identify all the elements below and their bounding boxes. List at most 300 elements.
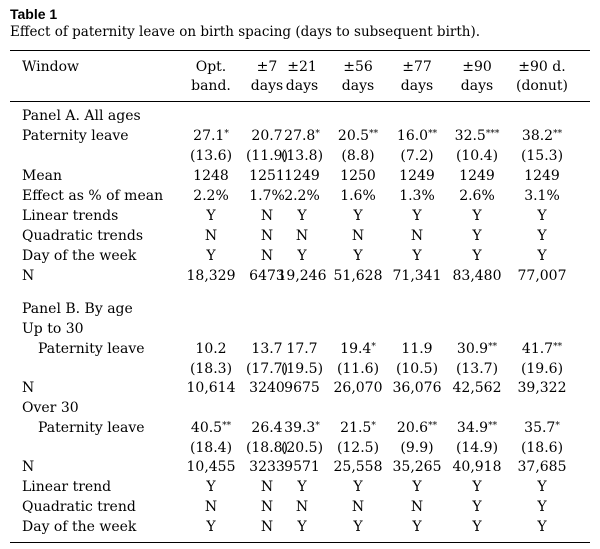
row-label: Day of the week bbox=[22, 248, 137, 264]
header-line-2: days bbox=[400, 78, 434, 94]
cell-value: (13.7) bbox=[455, 361, 499, 377]
table-cell bbox=[511, 146, 573, 166]
table-cell bbox=[386, 339, 448, 359]
cell-value: 71,341 bbox=[392, 268, 442, 284]
cell-value: N bbox=[260, 248, 274, 264]
table-cell bbox=[327, 517, 389, 537]
table-cell bbox=[446, 266, 508, 286]
table-cell bbox=[327, 186, 389, 206]
table-cell bbox=[511, 359, 573, 379]
cell-value: 35.7 bbox=[524, 420, 556, 436]
table-cell bbox=[446, 477, 508, 497]
table-cell bbox=[446, 418, 508, 438]
cell-value: 21.5 bbox=[340, 420, 372, 436]
cell-value: 42,562 bbox=[452, 380, 502, 396]
cell-value: 1251 bbox=[249, 168, 285, 184]
cell-value: N bbox=[260, 499, 274, 515]
table-cell bbox=[327, 418, 389, 438]
table-row bbox=[0, 457, 600, 477]
cell-value: 1.7% bbox=[249, 188, 285, 204]
table-cell bbox=[446, 378, 508, 398]
significance-stars: ** bbox=[369, 129, 379, 139]
cell-value: N bbox=[351, 499, 365, 515]
cell-value: Y bbox=[297, 479, 307, 495]
table-cell bbox=[180, 126, 242, 146]
table-cell bbox=[511, 246, 573, 266]
table-cell bbox=[180, 226, 242, 246]
table-cell bbox=[327, 166, 389, 186]
cell-value: 32.5 bbox=[454, 128, 486, 144]
table-cell bbox=[327, 497, 389, 517]
table-cell bbox=[271, 418, 333, 438]
table-cell bbox=[180, 378, 242, 398]
row-label: Paternity leave bbox=[22, 128, 129, 144]
table-cell bbox=[180, 146, 242, 166]
cell-value: 10.2 bbox=[195, 341, 227, 357]
cell-value: 1249 bbox=[284, 168, 320, 184]
cell-value: N bbox=[295, 228, 309, 244]
cell-value: 77,007 bbox=[517, 268, 567, 284]
table-cell bbox=[180, 166, 242, 186]
table-cell bbox=[271, 226, 333, 246]
table-cell bbox=[511, 166, 573, 186]
cell-value: N bbox=[204, 499, 218, 515]
table-cell bbox=[386, 497, 448, 517]
cell-value: (8.8) bbox=[341, 148, 375, 164]
table-row bbox=[0, 246, 600, 266]
cell-value: Y bbox=[206, 208, 216, 224]
cell-value: 1.6% bbox=[340, 188, 376, 204]
table-cell bbox=[446, 438, 508, 458]
table-cell bbox=[271, 497, 333, 517]
row-label: Linear trends bbox=[22, 208, 119, 224]
table-cell bbox=[327, 226, 389, 246]
table-subtitle: Effect of paternity leave on birth spacing (days to subsequent birth). bbox=[10, 24, 481, 40]
table-row bbox=[0, 226, 600, 246]
table-cell bbox=[327, 146, 389, 166]
significance-stars: ** bbox=[488, 342, 498, 352]
cell-value: N bbox=[260, 479, 274, 495]
table-cell bbox=[446, 517, 508, 537]
significance-stars: ** bbox=[488, 421, 498, 431]
cell-value: Y bbox=[297, 248, 307, 264]
cell-value: (19.6) bbox=[520, 361, 564, 377]
cell-value: (17.7) bbox=[245, 361, 289, 377]
header-col-4 bbox=[327, 58, 389, 96]
cell-value: Y bbox=[472, 208, 482, 224]
cell-value: 40,918 bbox=[452, 459, 502, 475]
table-row bbox=[0, 266, 600, 286]
table-cell bbox=[386, 226, 448, 246]
table-cell bbox=[511, 206, 573, 226]
cell-value: (18.3) bbox=[189, 361, 233, 377]
cell-value: 3.1% bbox=[524, 188, 560, 204]
table-row bbox=[0, 126, 600, 146]
table-cell bbox=[327, 339, 389, 359]
significance-stars: * bbox=[555, 421, 560, 431]
cell-value: 36,076 bbox=[392, 380, 442, 396]
cell-value: (13.8) bbox=[280, 148, 324, 164]
table-cell bbox=[327, 457, 389, 477]
significance-stars: * bbox=[315, 129, 320, 139]
significance-stars: * bbox=[224, 129, 229, 139]
table-cell bbox=[386, 418, 448, 438]
row-label: N bbox=[22, 459, 35, 475]
header-line-2: days bbox=[341, 78, 375, 94]
row-label: Panel B. By age bbox=[22, 301, 133, 317]
significance-stars: * bbox=[371, 421, 376, 431]
table-cell bbox=[446, 126, 508, 146]
cell-value: Y bbox=[472, 248, 482, 264]
table-cell bbox=[271, 438, 333, 458]
table-cell bbox=[446, 186, 508, 206]
cell-value: 40.5 bbox=[190, 420, 223, 436]
cell-value: 20.7 bbox=[251, 128, 283, 144]
cell-value: (19.5) bbox=[280, 361, 324, 377]
cell-value: 1.3% bbox=[399, 188, 435, 204]
table-cell bbox=[327, 438, 389, 458]
table-cell bbox=[511, 517, 573, 537]
table-row bbox=[0, 299, 600, 319]
cell-value: 19,246 bbox=[277, 268, 327, 284]
header-col-3 bbox=[271, 58, 333, 96]
cell-value: Y bbox=[472, 228, 482, 244]
cell-value: 30.9 bbox=[456, 341, 489, 357]
table-cell bbox=[386, 378, 448, 398]
table-cell bbox=[446, 359, 508, 379]
cell-value: Y bbox=[206, 519, 216, 535]
cell-value: 27.1 bbox=[193, 128, 225, 144]
table-row bbox=[0, 186, 600, 206]
table-cell bbox=[271, 378, 333, 398]
table-row bbox=[0, 497, 600, 517]
table-cell bbox=[446, 246, 508, 266]
header-line-2: band. bbox=[191, 78, 231, 94]
cell-value: (9.9) bbox=[400, 440, 434, 456]
header-rule bbox=[10, 101, 590, 102]
header-line-1: ±77 bbox=[402, 59, 432, 75]
cell-value: (10.5) bbox=[395, 361, 439, 377]
row-label: N bbox=[22, 268, 35, 284]
cell-value: (10.4) bbox=[455, 148, 499, 164]
table-cell bbox=[271, 146, 333, 166]
cell-value: N bbox=[260, 208, 274, 224]
table-cell bbox=[180, 517, 242, 537]
cell-value: N bbox=[410, 499, 424, 515]
cell-value: 2.2% bbox=[193, 188, 229, 204]
table-row bbox=[0, 319, 600, 339]
header-line-2: days bbox=[250, 78, 284, 94]
cell-value: N bbox=[410, 228, 424, 244]
cell-value: 34.9 bbox=[456, 420, 489, 436]
cell-value: (18.8) bbox=[245, 440, 289, 456]
table-cell bbox=[511, 126, 573, 146]
table-row bbox=[0, 398, 600, 418]
row-label: Quadratic trend bbox=[22, 499, 136, 515]
header-line-1: ±90 bbox=[462, 59, 492, 75]
table-row bbox=[0, 378, 600, 398]
table-cell bbox=[511, 378, 573, 398]
row-label: Quadratic trends bbox=[22, 228, 144, 244]
table-cell bbox=[271, 266, 333, 286]
cell-value: 20.5 bbox=[337, 128, 370, 144]
header-col-1 bbox=[180, 58, 242, 96]
significance-stars: ** bbox=[553, 342, 563, 352]
header-line-2: days bbox=[285, 78, 319, 94]
header-line-2: (donut) bbox=[516, 78, 568, 94]
cell-value: Y bbox=[412, 519, 422, 535]
cell-value: N bbox=[260, 228, 274, 244]
cell-value: Y bbox=[353, 248, 363, 264]
cell-value: 35,265 bbox=[392, 459, 442, 475]
table-cell bbox=[327, 359, 389, 379]
cell-value: 51,628 bbox=[333, 268, 383, 284]
table-cell bbox=[180, 266, 242, 286]
table-cell bbox=[180, 246, 242, 266]
cell-value: 20.6 bbox=[396, 420, 429, 436]
table-cell bbox=[446, 457, 508, 477]
cell-value: 13.7 bbox=[251, 341, 283, 357]
table-cell bbox=[386, 246, 448, 266]
cell-value: (11.6) bbox=[336, 361, 380, 377]
table-cell bbox=[271, 339, 333, 359]
table-row bbox=[0, 339, 600, 359]
cell-value: Y bbox=[537, 228, 547, 244]
cell-value: 9571 bbox=[284, 459, 320, 475]
table-cell bbox=[271, 186, 333, 206]
cell-value: 11.9 bbox=[401, 341, 433, 357]
cell-value: (7.2) bbox=[400, 148, 434, 164]
significance-stars: ** bbox=[428, 421, 438, 431]
header-window bbox=[22, 58, 142, 77]
cell-value: 6473 bbox=[249, 268, 285, 284]
table-cell bbox=[271, 246, 333, 266]
cell-value: 39.3 bbox=[284, 420, 316, 436]
table-cell bbox=[271, 359, 333, 379]
cell-value: 39,322 bbox=[517, 380, 567, 396]
cell-value: Y bbox=[297, 519, 307, 535]
row-label: Panel A. All ages bbox=[22, 108, 141, 124]
cell-value: Y bbox=[472, 479, 482, 495]
cell-value: (20.5) bbox=[280, 440, 324, 456]
table-cell bbox=[180, 438, 242, 458]
cell-value: Y bbox=[412, 248, 422, 264]
cell-value: Y bbox=[412, 479, 422, 495]
table-cell bbox=[386, 146, 448, 166]
table-cell bbox=[180, 457, 242, 477]
header-line-1: Window bbox=[22, 59, 80, 75]
cell-value: 1248 bbox=[193, 168, 229, 184]
table-cell bbox=[271, 457, 333, 477]
cell-value: 3240 bbox=[249, 380, 285, 396]
table-row bbox=[0, 166, 600, 186]
table-cell bbox=[180, 186, 242, 206]
cell-value: 83,480 bbox=[452, 268, 502, 284]
table-row bbox=[0, 206, 600, 226]
table-row bbox=[0, 477, 600, 497]
cell-value: 19.4 bbox=[340, 341, 372, 357]
table-cell bbox=[511, 477, 573, 497]
cell-value: 38.2 bbox=[521, 128, 554, 144]
cell-value: Y bbox=[537, 499, 547, 515]
header-col-5 bbox=[386, 58, 448, 96]
table-cell bbox=[386, 206, 448, 226]
row-label: Effect as % of mean bbox=[22, 188, 164, 204]
header-col-6 bbox=[446, 58, 508, 96]
cell-value: (18.4) bbox=[189, 440, 233, 456]
table-cell bbox=[180, 206, 242, 226]
table-cell bbox=[327, 477, 389, 497]
significance-stars: * bbox=[371, 342, 376, 352]
table-cell bbox=[511, 186, 573, 206]
cell-value: (14.9) bbox=[455, 440, 499, 456]
table-cell bbox=[180, 359, 242, 379]
cell-value: N bbox=[204, 228, 218, 244]
table-cell bbox=[180, 339, 242, 359]
cell-value: 9675 bbox=[284, 380, 320, 396]
header-line-1: ±7 bbox=[256, 59, 278, 75]
table-cell bbox=[327, 378, 389, 398]
cell-value: Y bbox=[206, 248, 216, 264]
table-cell bbox=[446, 146, 508, 166]
table-cell bbox=[511, 497, 573, 517]
significance-stars: ** bbox=[222, 421, 232, 431]
cell-value: (18.6) bbox=[520, 440, 564, 456]
cell-value: (13.6) bbox=[189, 148, 233, 164]
cell-value: Y bbox=[353, 519, 363, 535]
cell-value: 17.7 bbox=[286, 341, 318, 357]
cell-value: 2.6% bbox=[459, 188, 495, 204]
cell-value: Y bbox=[412, 208, 422, 224]
row-label: Paternity leave bbox=[38, 420, 145, 436]
cell-value: (11.9) bbox=[245, 148, 289, 164]
header-line-1: ±90 d. bbox=[518, 59, 566, 75]
cell-value: 16.0 bbox=[396, 128, 429, 144]
table-cell bbox=[386, 457, 448, 477]
header-line-1: ±56 bbox=[343, 59, 373, 75]
table-cell bbox=[180, 497, 242, 517]
cell-value: Y bbox=[537, 248, 547, 264]
cell-value: 1249 bbox=[399, 168, 435, 184]
table-cell bbox=[327, 126, 389, 146]
cell-value: (15.3) bbox=[520, 148, 564, 164]
row-label: Over 30 bbox=[22, 400, 79, 416]
table-row bbox=[0, 106, 600, 126]
table-cell bbox=[511, 339, 573, 359]
significance-stars: *** bbox=[485, 129, 500, 139]
table-row bbox=[0, 438, 600, 458]
table-row bbox=[0, 517, 600, 537]
table-row bbox=[0, 359, 600, 379]
cell-value: 10,455 bbox=[186, 459, 236, 475]
cell-value: Y bbox=[297, 208, 307, 224]
table-cell bbox=[386, 517, 448, 537]
cell-value: Y bbox=[537, 479, 547, 495]
cell-value: 10,614 bbox=[186, 380, 236, 396]
row-label: Day of the week bbox=[22, 519, 137, 535]
top-rule bbox=[10, 50, 590, 51]
table-cell bbox=[271, 517, 333, 537]
cell-value: N bbox=[351, 228, 365, 244]
cell-value: 26,070 bbox=[333, 380, 383, 396]
table-title: Table 1 bbox=[10, 6, 58, 22]
table-cell bbox=[386, 266, 448, 286]
table-cell bbox=[327, 246, 389, 266]
table-cell bbox=[511, 457, 573, 477]
table-cell bbox=[446, 339, 508, 359]
table-cell bbox=[446, 166, 508, 186]
cell-value: 41.7 bbox=[521, 341, 554, 357]
table-cell bbox=[386, 186, 448, 206]
cell-value: 25,558 bbox=[333, 459, 383, 475]
table-cell bbox=[511, 226, 573, 246]
table-cell bbox=[271, 477, 333, 497]
table-row bbox=[0, 418, 600, 438]
cell-value: Y bbox=[353, 208, 363, 224]
cell-value: (12.5) bbox=[336, 440, 380, 456]
significance-stars: ** bbox=[553, 129, 563, 139]
table-cell bbox=[511, 438, 573, 458]
cell-value: Y bbox=[472, 519, 482, 535]
cell-value: Y bbox=[472, 499, 482, 515]
cell-value: 2.2% bbox=[284, 188, 320, 204]
row-label: Paternity leave bbox=[38, 341, 145, 357]
cell-value: Y bbox=[206, 479, 216, 495]
cell-value: Y bbox=[353, 479, 363, 495]
table-row bbox=[0, 146, 600, 166]
row-label: Linear trend bbox=[22, 479, 112, 495]
header-line-1: Opt. bbox=[195, 59, 227, 75]
table-cell bbox=[271, 206, 333, 226]
cell-value: 26.4 bbox=[251, 420, 283, 436]
table-cell bbox=[386, 477, 448, 497]
cell-value: N bbox=[260, 519, 274, 535]
row-label: N bbox=[22, 380, 35, 396]
table-cell bbox=[271, 166, 333, 186]
significance-stars: ** bbox=[428, 129, 438, 139]
table-cell bbox=[180, 418, 242, 438]
cell-value: N bbox=[295, 499, 309, 515]
table-cell bbox=[511, 266, 573, 286]
table-cell bbox=[180, 477, 242, 497]
cell-value: 1249 bbox=[524, 168, 560, 184]
header-line-1: ±21 bbox=[287, 59, 317, 75]
table-cell bbox=[511, 418, 573, 438]
table-cell bbox=[446, 226, 508, 246]
table-cell bbox=[386, 438, 448, 458]
table-cell bbox=[327, 266, 389, 286]
cell-value: 37,685 bbox=[517, 459, 567, 475]
significance-stars: * bbox=[315, 421, 320, 431]
header-col-7 bbox=[511, 58, 573, 96]
table-cell bbox=[386, 359, 448, 379]
cell-value: Y bbox=[537, 208, 547, 224]
table-cell bbox=[386, 166, 448, 186]
cell-value: 3233 bbox=[249, 459, 285, 475]
bottom-rule bbox=[10, 542, 590, 543]
table-cell bbox=[386, 126, 448, 146]
cell-value: 1249 bbox=[459, 168, 495, 184]
row-label: Mean bbox=[22, 168, 62, 184]
cell-value: 1250 bbox=[340, 168, 376, 184]
table-cell bbox=[446, 497, 508, 517]
table-cell bbox=[327, 206, 389, 226]
table-cell bbox=[446, 206, 508, 226]
table-cell bbox=[271, 126, 333, 146]
cell-value: Y bbox=[537, 519, 547, 535]
cell-value: 18,329 bbox=[186, 268, 236, 284]
cell-value: 27.8 bbox=[284, 128, 316, 144]
